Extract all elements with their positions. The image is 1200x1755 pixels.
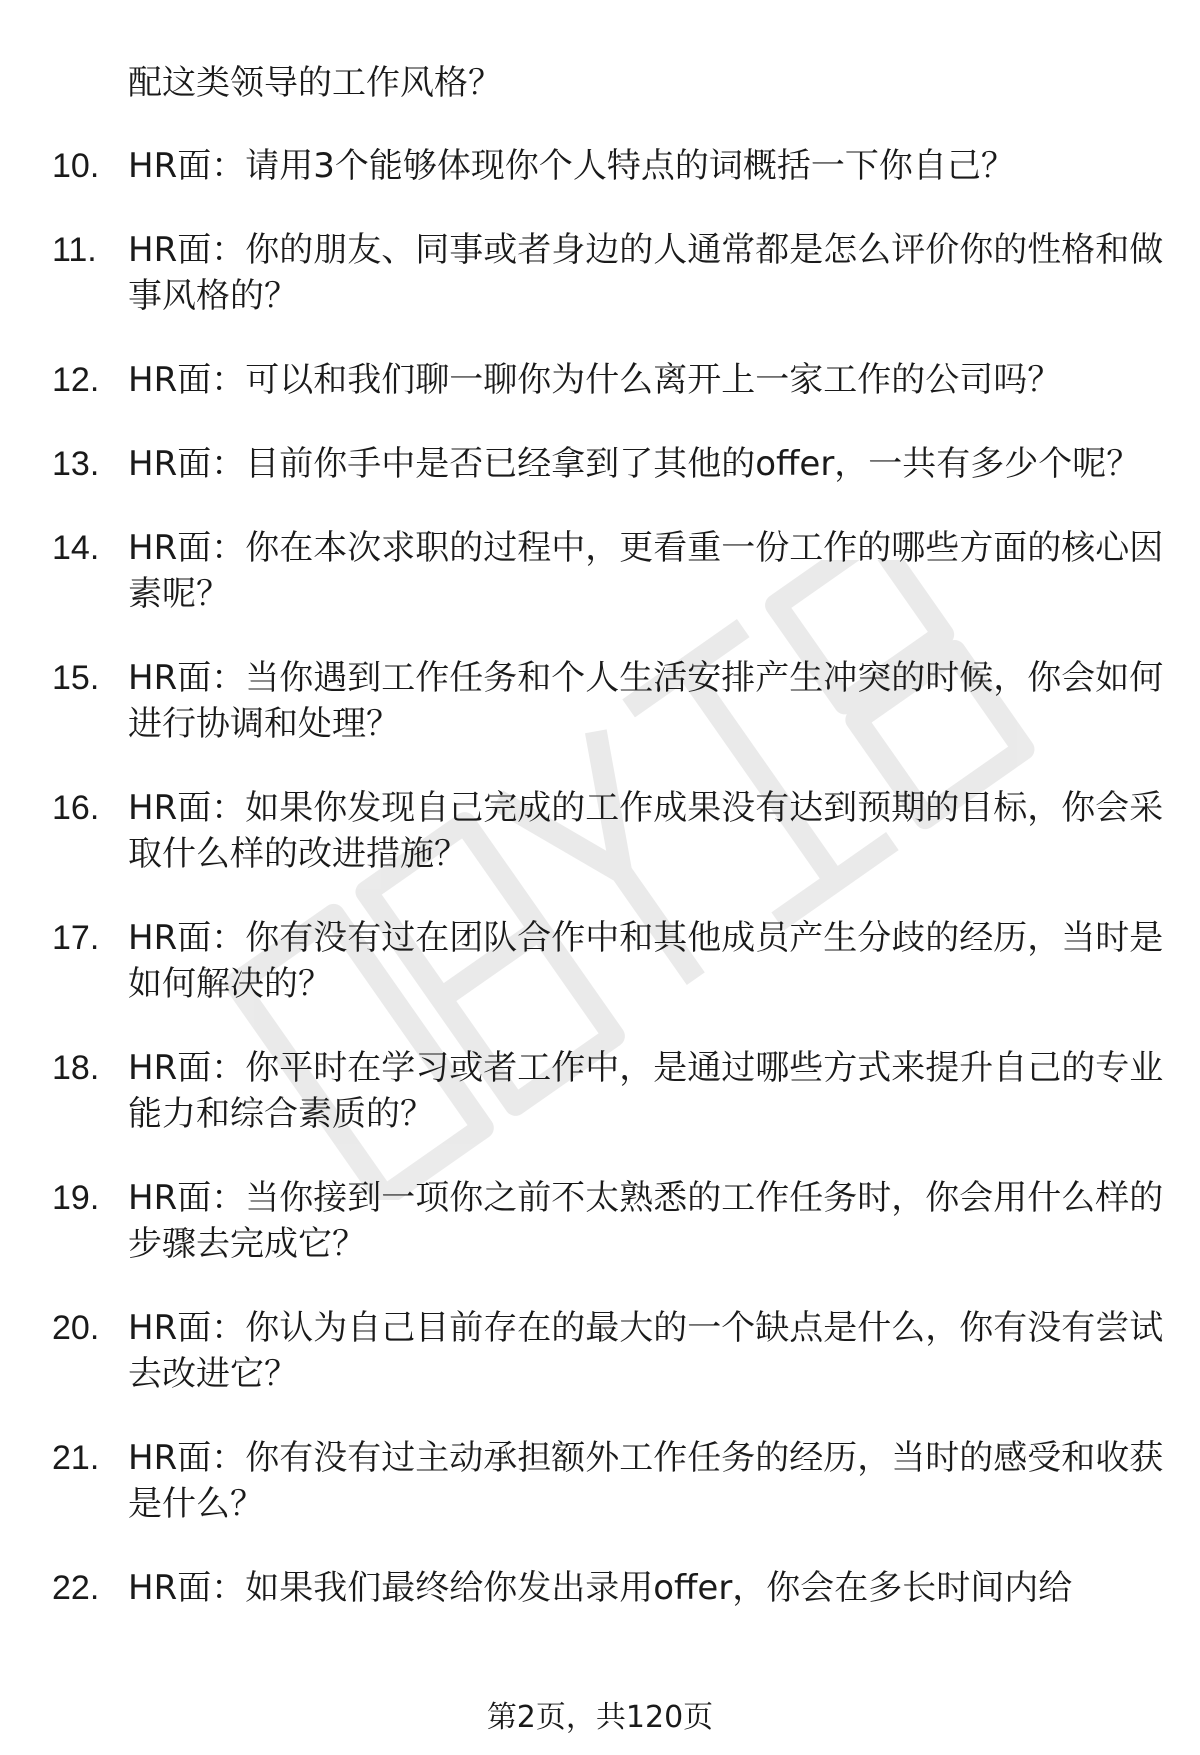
question-number: 18. (52, 1049, 100, 1087)
question-item (0, 1045, 1200, 1137)
question-item (0, 1305, 1200, 1397)
question-text: HR面：你的朋友、同事或者身边的人通常都是怎么评价你的性格和做事风格的？ (128, 230, 1164, 316)
question-text: HR面：请用3个能够体现你个人特点的词概括一下你自己？ (128, 146, 1015, 186)
question-text: HR面：目前你手中是否已经拿到了其他的offer，一共有多少个呢？ (128, 444, 1141, 484)
continuation-text: 配这类领导的工作风格？ (128, 63, 502, 103)
question-number: 17. (52, 919, 100, 957)
question-text: HR面：如果我们最终给你发出录用offer，你会在多长时间内给 (128, 1568, 1073, 1608)
question-text: HR面：你在本次求职的过程中，更看重一份工作的哪些方面的核心因素呢？ (128, 528, 1164, 614)
question-text: HR面：当你接到一项你之前不太熟悉的工作任务时，你会用什么样的步骤去完成它？ (128, 1178, 1164, 1264)
question-item (0, 357, 1200, 403)
question-number: 15. (52, 659, 100, 697)
page-footer: 第2页，共120页 (486, 1700, 714, 1735)
question-item (0, 441, 1200, 487)
question-number: 10. (52, 147, 100, 185)
question-number: 21. (52, 1439, 100, 1477)
question-text: HR面：如果你发现自己完成的工作成果没有达到预期的目标，你会采取什么样的改进措施？ (128, 788, 1164, 874)
question-number: 11. (52, 231, 97, 269)
question-item (0, 227, 1200, 319)
question-item (0, 655, 1200, 747)
question-text: HR面：当你遇到工作任务和个人生活安排产生冲突的时候，你会如何进行协调和处理？ (128, 658, 1164, 744)
question-item (0, 143, 1200, 189)
question-item (0, 1175, 1200, 1267)
question-text: HR面：你认为自己目前存在的最大的一个缺点是什么，你有没有尝试去改进它？ (128, 1308, 1164, 1394)
question-text: HR面：可以和我们聊一聊你为什么离开上一家工作的公司吗？ (128, 360, 1062, 400)
question-text: HR面：你有没有过在团队合作中和其他成员产生分歧的经历，当时是如何解决的？ (128, 918, 1164, 1004)
question-number: 12. (52, 361, 100, 399)
question-number: 14. (52, 529, 100, 567)
question-text: HR面：你平时在学习或者工作中，是通过哪些方式来提升自己的专业能力和综合素质的？ (128, 1048, 1164, 1134)
question-item (0, 525, 1200, 617)
question-text: HR面：你有没有过主动承担额外工作任务的经历，当时的感受和收获是什么？ (128, 1438, 1164, 1524)
question-number: 19. (52, 1179, 100, 1217)
question-number: 13. (52, 445, 100, 483)
question-item (0, 785, 1200, 877)
question-item (0, 915, 1200, 1007)
question-list (0, 143, 1200, 1649)
question-item (0, 1565, 1200, 1611)
question-item (0, 1435, 1200, 1527)
question-number: 20. (52, 1309, 100, 1347)
question-number: 16. (52, 789, 100, 827)
question-number: 22. (52, 1569, 100, 1607)
